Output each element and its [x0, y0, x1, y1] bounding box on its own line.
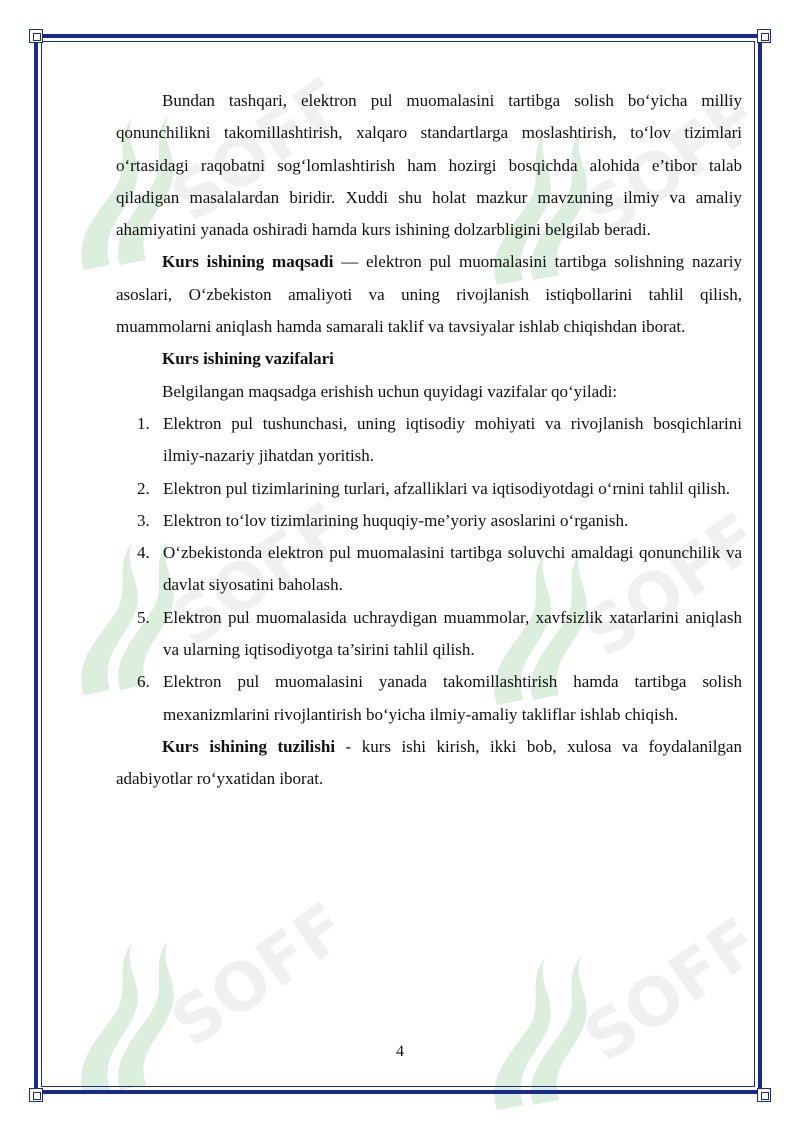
list-number: 1. — [137, 413, 150, 433]
frame-corner-ornament — [29, 29, 43, 43]
list-number: 4. — [137, 543, 150, 563]
tasks-intro: Belgilangan maqsadga erishish uchun quyidagi vazifalar qo‘yiladi: — [162, 381, 618, 401]
frame-corner-ornament — [757, 29, 771, 43]
list-item-text: Elektron pul tizimlarining turlari, afzalliklari va iqtisodiyotdagi o‘rnini tahlil qilish. — [163, 478, 731, 498]
list-item — [116, 408, 742, 473]
goal-heading: Kurs ishining maqsadi — [162, 252, 334, 272]
list-item — [116, 666, 742, 731]
frame-corner-ornament — [29, 1088, 43, 1102]
list-item — [116, 537, 742, 602]
document-body — [116, 85, 742, 796]
list-number: 6. — [137, 672, 150, 692]
list-item-text: Elektron pul muomalasini yanada takomillashtirish hamda tartibga solish mexanizmlarini rivojlantirish bo‘yicha ilmiy-amaliy takliflar ishlab chiqish. — [163, 672, 742, 724]
frame-corner-ornament — [757, 1088, 771, 1102]
list-item-text: Elektron pul tushunchasi, uning iqtisodiy mohiyati va rivojlanish bosqichlarini ilmiy-nazariy jihatdan yoritish. — [163, 413, 742, 466]
list-item-text: O‘zbekistonda elektron pul muomalasini tartibga soluvchi amaldagi qonunchilik va davlat siyosatini baholash. — [163, 543, 742, 595]
list-item — [116, 473, 742, 505]
intro-paragraph: Bundan tashqari, elektron pul muomalasini tartibga solish bo‘yicha milliy qonunchilikni takomillashtirish, xalqaro standartlarga moslashtirish, to‘lov tizimlari o‘rtasidagi raqobatni sog‘lomlashtirish ham hozirgi bosqichda alohida e’tibor talab qiladigan masalalardan biridir. Xuddi shu holat mazkur mavzuning ilmiy va amaliy ahamiyatini yanada oshiradi hamda kurs ishining dolzarbligini belgilab beradi. — [116, 91, 742, 240]
list-number: 5. — [137, 607, 150, 627]
list-item — [116, 505, 742, 537]
structure-heading: Kurs ishining tuzilishi — [162, 736, 336, 756]
structure-text: - kurs ishi kirish, ikki bob, xulosa va foydalanilgan adabiyotlar ro‘yxatidan iborat. — [116, 736, 742, 789]
list-item-text: Elektron pul muomalasida uchraydigan muammolar, xavfsizlik xatarlarini aniqlash va ularning iqtisodiyotga ta’sirini tahlil qilish. — [163, 607, 742, 660]
goal-text: — elektron pul muomalasini tartibga solishning nazariy asoslari, O‘zbekiston amaliyoti va uning rivojlanish istiqbollarini tahlil qilish, muammolarni aniqlash hamda samarali taklif va tavsiyalar ishlab chiqishdan iborat. — [116, 252, 742, 337]
tasks-heading: Kurs ishining vazifalari — [162, 349, 334, 369]
tasks-list — [116, 408, 742, 731]
list-item — [116, 602, 742, 667]
structure-paragraph — [116, 731, 742, 796]
page-number: 4 — [396, 1043, 404, 1060]
list-number: 2. — [137, 478, 150, 498]
goal-paragraph — [116, 246, 742, 343]
list-number: 3. — [137, 510, 150, 530]
list-item-text: Elektron to‘lov tizimlarining huquqiy-me’yoriy asoslarini o‘rganish. — [163, 510, 629, 530]
